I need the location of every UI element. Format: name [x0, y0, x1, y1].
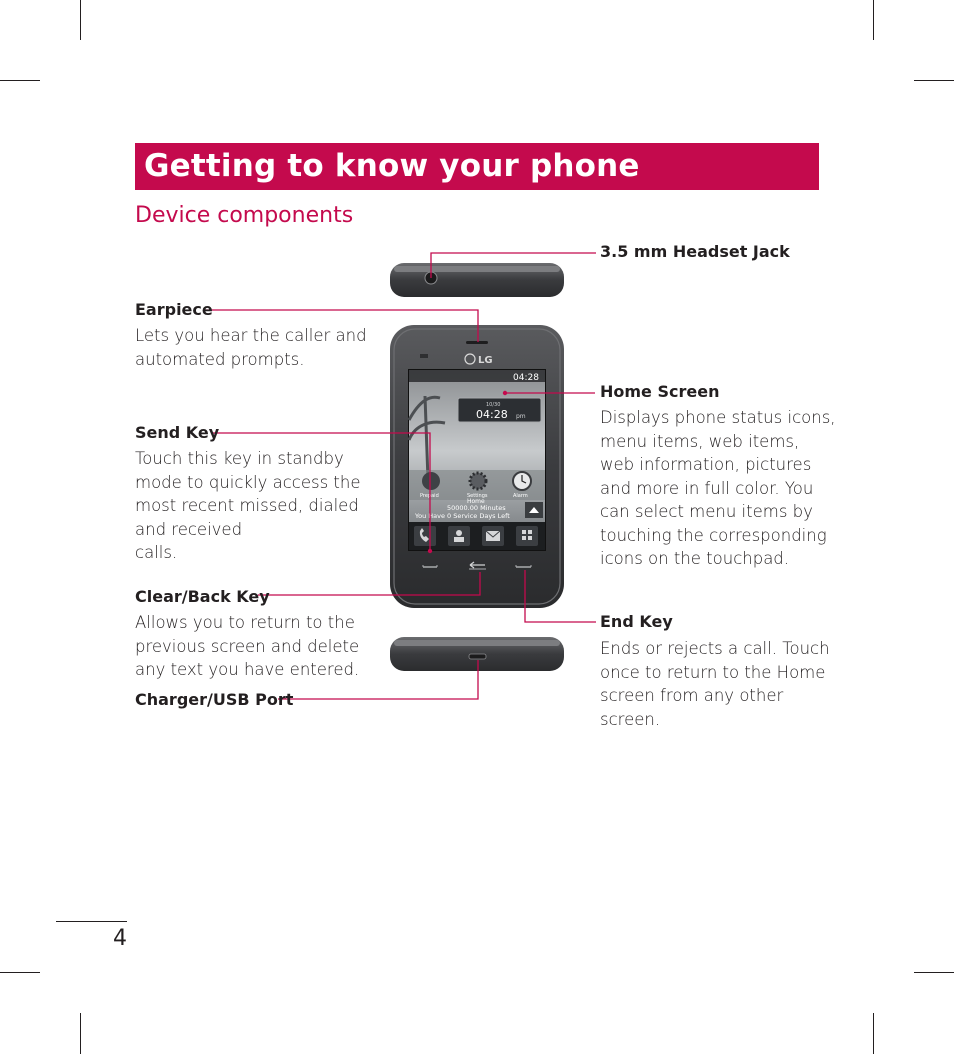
- phone-bottom-edge: [390, 637, 564, 671]
- footer-rule: [56, 921, 127, 922]
- headset-jack-label: 3.5 mm Headset Jack: [600, 242, 790, 261]
- service-text: You Have 0 Service Days Left: [415, 512, 510, 520]
- clock-time: 04:28: [476, 408, 508, 421]
- earpiece-label: Earpiece: [135, 300, 213, 319]
- page-title: Getting to know your phone: [144, 148, 640, 184]
- dock-apps-icon[interactable]: [516, 526, 538, 546]
- phone-front: [390, 325, 564, 608]
- clear-back-key-description: Allows you to return to the previous screen and delete any text you have entered.: [135, 613, 360, 679]
- clear-back-key-label: Clear/Back Key: [135, 587, 270, 606]
- minutes-text: 50000.00 Minutes: [447, 504, 506, 512]
- svg-text:Prepaid: Prepaid: [420, 493, 439, 499]
- svg-text:Settings: Settings: [467, 493, 488, 499]
- send-key-label: Send Key: [135, 423, 220, 442]
- home-label: Home: [467, 498, 485, 505]
- brand-logo: LG: [478, 355, 493, 366]
- charger-port-label: Charger/USB Port: [135, 690, 294, 709]
- end-key-description: Ends or rejects a call. Touch once to return to the Home screen from any other screen.: [600, 639, 830, 729]
- earpiece-description: Lets you hear the caller and automated prompts.: [135, 326, 367, 369]
- dock-phone-icon[interactable]: [414, 526, 436, 546]
- clock-date: 10/30: [486, 402, 501, 408]
- page-number: 4: [113, 926, 127, 951]
- svg-text:Alarm: Alarm: [513, 493, 528, 499]
- settings-app-icon[interactable]: [467, 473, 488, 499]
- status-time: 04:28: [513, 373, 539, 383]
- home-screen-description: Displays phone status icons, menu items, web items, web information, pictures and more in full color. You can select menu items by touching the corresponding icons on the touchpad.: [600, 408, 836, 568]
- scroll-up-icon[interactable]: [525, 502, 543, 518]
- dock-messages-icon[interactable]: [482, 526, 504, 546]
- section-subtitle: Device components: [135, 203, 354, 228]
- home-screen[interactable]: [408, 369, 546, 551]
- usb-port-icon: [469, 654, 486, 659]
- earpiece-icon: [466, 341, 488, 344]
- home-screen-label: Home Screen: [600, 382, 720, 401]
- send-key-description: Touch this key in standby mode to quickly access the most recent missed, dialed and received calls.: [135, 449, 361, 562]
- end-key-label: End Key: [600, 612, 673, 631]
- dock-contacts-icon[interactable]: [448, 526, 470, 546]
- clock-ampm: pm: [516, 413, 526, 420]
- phone-top-edge: [390, 263, 564, 297]
